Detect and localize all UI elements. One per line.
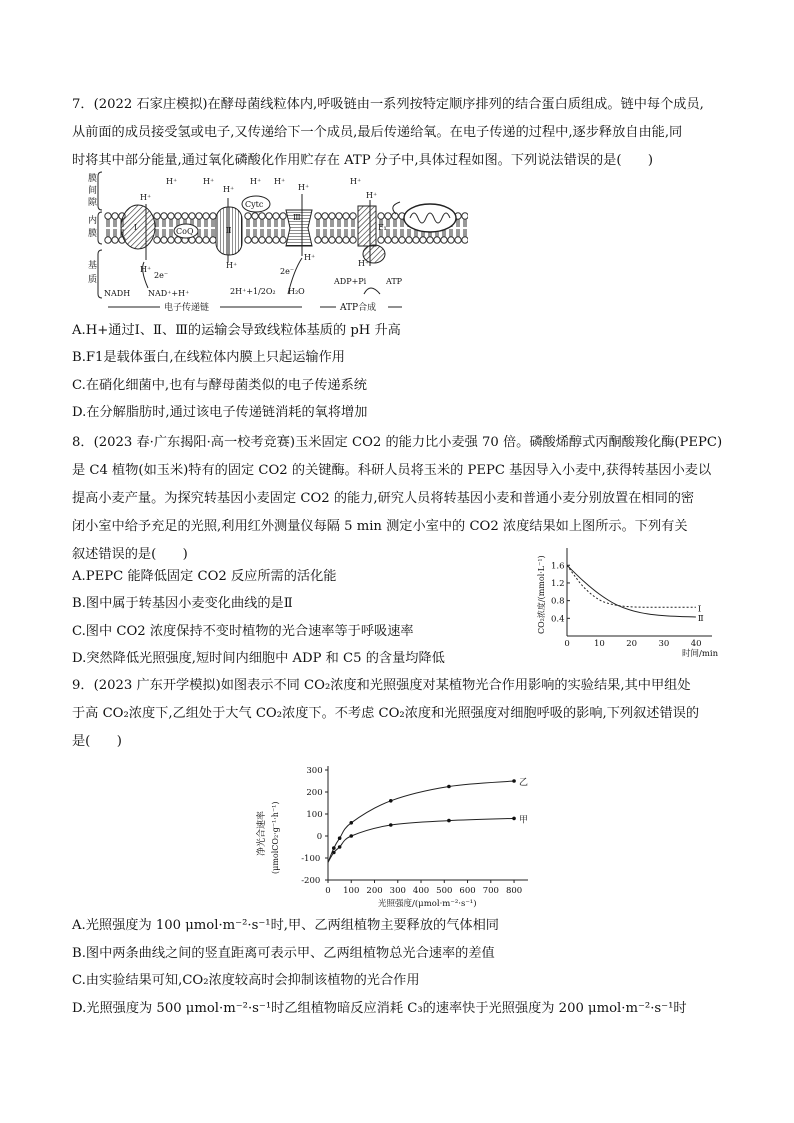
region-label: 隙	[88, 198, 98, 208]
lipid-head	[336, 237, 342, 243]
region-label: 内	[88, 216, 98, 226]
proton-label: H⁺	[358, 259, 370, 268]
question-7-option-a: A.H+通过Ⅰ、Ⅱ、Ⅲ的运输会导致线粒体基质的 pH 升高	[72, 323, 401, 338]
series-label: Ⅰ	[697, 604, 702, 615]
question-text-line: 是 C4 植物(如玉米)特有的固定 CO2 的关键酶。科研人员将玉米的 PEPC 基因导入小麦中,获得转基因小麦以	[72, 463, 712, 478]
caption-etc: 电子传递链	[164, 303, 210, 313]
lipid-head	[378, 237, 384, 243]
lipid-head	[434, 237, 440, 243]
electron-label: 2e⁻	[280, 267, 295, 276]
caption-atp: ATP合成	[340, 303, 377, 313]
y-tick-label: 0.8	[551, 596, 565, 607]
lipid-head	[203, 237, 209, 243]
lipid-head	[343, 213, 349, 219]
lipid-head	[196, 237, 202, 243]
electron-label: 2e⁻	[154, 271, 169, 280]
complex-ii-label: Ⅱ	[226, 226, 232, 235]
lipid-head	[196, 213, 202, 219]
lipid-head	[210, 237, 216, 243]
lipid-head	[322, 237, 328, 243]
lipid-head	[154, 237, 160, 243]
question-9-option-b: B.图中两条曲线之间的竖直距离可表示甲、乙两组植物总光合速率的差值	[72, 946, 495, 961]
region-label: 质	[88, 275, 98, 285]
lipid-head	[385, 213, 391, 219]
lipid-head	[455, 237, 461, 243]
data-point	[349, 834, 353, 838]
x-tick-label: 100	[343, 886, 360, 896]
series-label: Ⅱ	[697, 613, 704, 624]
lipid-head	[266, 237, 272, 243]
y-tick-label: 0	[316, 832, 323, 842]
x-tick-label: 40	[690, 639, 702, 649]
lipid-head	[273, 237, 279, 243]
question-9-stem	[72, 672, 732, 756]
question-8-option-d: D.突然降低光照强度,短时间内细胞中 ADP 和 C5 的含量均降低	[72, 651, 445, 666]
y-axis-label: CO₂浓度/(mmol·L⁻¹)	[537, 555, 546, 634]
proton-label: H⁺	[250, 177, 262, 186]
y-axis-label: 净光合速率	[257, 810, 267, 856]
lipid-head	[329, 213, 335, 219]
proton-label: H⁺	[298, 183, 310, 192]
lipid-head	[245, 237, 251, 243]
x-tick-label: 600	[459, 886, 476, 896]
y-axis-label: (μmolCO₂·g⁻¹·h⁻¹)	[271, 801, 280, 874]
data-point	[349, 821, 353, 825]
proton-label: H⁺	[226, 261, 238, 270]
proton-label: H⁺	[166, 177, 178, 186]
y-tick-label: 0.4	[551, 614, 565, 625]
arrow	[393, 202, 400, 214]
lipid-head	[441, 237, 447, 243]
coq-label: CoQ	[176, 227, 194, 236]
lipid-head	[168, 237, 174, 243]
lipid-head	[161, 237, 167, 243]
lipid-head	[154, 213, 160, 219]
complex-iii-label: Ⅲ	[293, 213, 301, 222]
question-text-line: 是( )	[72, 734, 122, 749]
region-label: 膜	[88, 174, 98, 184]
x-tick-label: 500	[436, 886, 453, 896]
lipid-head	[448, 237, 454, 243]
series-label: 甲	[519, 815, 529, 826]
question-text-line: 闭小室中给予充足的光照,利用红外测量仪每隔 5 min 测定小室中的 CO2 浓度结果如上图所示。下列有关	[72, 519, 688, 534]
lipid-head	[175, 213, 181, 219]
mitochondrion-icon	[404, 204, 456, 232]
lipid-head	[259, 237, 265, 243]
x-tick-label: 200	[366, 886, 383, 896]
series-line-2	[567, 565, 696, 617]
y-tick-label: 100	[306, 810, 323, 820]
lipid-head	[336, 213, 342, 219]
lipid-head	[280, 237, 286, 243]
proton-label: H⁺	[140, 265, 152, 274]
y-tick-label: 200	[306, 788, 323, 798]
lipid-head	[350, 237, 356, 243]
lipid-head	[392, 237, 398, 243]
question-text-line: 时将其中部分能量,通过氧化磷酸化作用贮存在 ATP 分子中,具体过程如图。下列说法错误的是( )	[72, 153, 654, 168]
lipid-head	[273, 213, 279, 219]
proton-label: H⁺	[274, 177, 286, 186]
data-point	[338, 836, 342, 840]
y-tick-label: -200	[301, 876, 321, 886]
question-text-line: 7．(2022 石家庄模拟)在酵母菌线粒体内,呼吸链由一系列按特定顺序排列的结合蛋白质组成。链中每个成员,	[72, 97, 704, 112]
lipid-head	[182, 213, 188, 219]
question-text-line: 叙述错误的是( )	[72, 547, 188, 562]
lipid-head	[210, 213, 216, 219]
co2-concentration-chart	[532, 542, 722, 664]
reaction-label: 2H⁺+1/2O₂	[230, 287, 276, 296]
bracket	[98, 250, 102, 298]
y-tick-label: 1.6	[551, 561, 565, 572]
lipid-head	[399, 237, 405, 243]
question-7-option-c: C.在硝化细菌中,也有与酵母菌类似的电子传递系统	[72, 378, 367, 393]
nadh-label: NADH	[104, 289, 131, 298]
lipid-head	[392, 213, 398, 219]
lipid-head	[280, 213, 286, 219]
x-tick-label: 20	[626, 639, 638, 649]
lipid-head	[413, 237, 419, 243]
question-text-line: 从前面的成员接受氢或电子,又传递给下一个成员,最后传递给氧。在电子传递的过程中,逐步释放自由能,同	[72, 125, 683, 140]
question-text-line: 于高 CO₂浓度下,乙组处于大气 CO₂浓度下。不考虑 CO₂浓度和光照强度对细胞呼吸的影响,下列叙述错误的	[72, 706, 700, 721]
proton-label: H⁺	[223, 185, 235, 194]
water-label: H₂O	[288, 287, 305, 296]
lipid-head	[427, 237, 433, 243]
lipid-head	[245, 213, 251, 219]
lipid-head	[259, 213, 265, 219]
x-tick-label: 800	[505, 886, 523, 896]
lipid-head	[112, 237, 118, 243]
data-point	[338, 845, 342, 849]
nad-label: NAD⁺+H⁺	[148, 289, 190, 298]
data-point	[512, 779, 516, 783]
x-axis-label: 时间/min	[682, 649, 719, 659]
lipid-head	[378, 213, 384, 219]
lipid-head	[343, 237, 349, 243]
question-8-option-c: C.图中 CO2 浓度保持不变时植物的光合速率等于呼吸速率	[72, 624, 414, 639]
lipid-head	[252, 237, 258, 243]
lipid-head	[168, 213, 174, 219]
x-tick-label: 300	[389, 886, 406, 896]
electron-transport-diagram	[88, 170, 468, 315]
series-line-2	[328, 818, 514, 862]
lipid-head	[315, 213, 321, 219]
f0-subunit	[358, 206, 376, 246]
lipid-head	[350, 213, 356, 219]
lipid-head	[112, 213, 118, 219]
x-axis-label: 光照强度/(μmol·m⁻²·s⁻¹)	[378, 899, 477, 909]
question-7-option-b: B.F1是载体蛋白,在线粒体内膜上只起运输作用	[72, 350, 345, 365]
x-tick-label: 30	[658, 639, 670, 649]
data-point	[447, 785, 451, 789]
x-tick-label: 400	[412, 886, 430, 896]
lipid-head	[203, 213, 209, 219]
lipid-head	[161, 213, 167, 219]
lipid-head	[322, 213, 328, 219]
question-9-option-a: A.光照强度为 100 μmol·m⁻²·s⁻¹时,甲、乙两组植物主要释放的气体相同	[72, 918, 499, 933]
proton-label: H⁺	[366, 191, 378, 200]
lipid-head	[266, 213, 272, 219]
y-tick-label: -100	[301, 854, 321, 864]
region-label: 基	[88, 261, 98, 271]
lipid-head	[462, 213, 468, 219]
proton-label: H⁺	[304, 253, 316, 262]
f1-label: F₁	[378, 223, 387, 232]
data-point	[332, 851, 336, 855]
x-tick-label: 700	[482, 886, 499, 896]
y-tick-label: 300	[306, 766, 323, 776]
proton-label: H⁺	[140, 193, 152, 202]
region-label: 膜	[88, 229, 98, 239]
bracket	[98, 172, 102, 210]
region-label: 间	[88, 186, 98, 196]
data-point	[332, 846, 336, 850]
adp-label: ADP+Pi	[334, 277, 367, 286]
question-text-line: 提高小麦产量。为探究转基因小麦固定 CO2 的能力,研究人员将转基因小麦和普通小麦分别放置在相同的密	[72, 491, 695, 506]
complex-i-label: Ⅰ	[134, 223, 138, 232]
series-line-1	[567, 565, 696, 607]
lipid-head	[189, 213, 195, 219]
data-point	[512, 817, 516, 821]
lipid-head	[105, 237, 111, 243]
lipid-head	[406, 237, 412, 243]
lipid-head	[252, 213, 258, 219]
question-7-stem	[72, 91, 732, 175]
lipid-head	[462, 237, 468, 243]
bracket	[98, 212, 102, 244]
question-8-option-a: A.PEPC 能降低固定 CO2 反应所需的活化能	[72, 569, 337, 584]
lipid-head	[329, 237, 335, 243]
question-7-option-d: D.在分解脂肪时,通过该电子传递链消耗的氧将增加	[72, 405, 368, 420]
question-8-option-b: B.图中属于转基因小麦变化曲线的是Ⅱ	[72, 596, 293, 611]
net-photosynthesis-chart	[250, 758, 560, 910]
proton-label: H⁺	[203, 177, 215, 186]
cytc-label: Cytc	[245, 200, 264, 209]
lipid-head	[420, 237, 426, 243]
x-tick-label: 0	[325, 886, 331, 896]
question-9-option-c: C.由实验结果可知,CO₂浓度较高时会抑制该植物的光合作用	[72, 973, 420, 988]
complex-i	[121, 205, 155, 249]
atp-label: ATP	[386, 277, 403, 286]
lipid-head	[175, 237, 181, 243]
lipid-head	[105, 213, 111, 219]
y-tick-label: 1.2	[551, 578, 565, 589]
lipid-head	[315, 237, 321, 243]
lipid-head	[385, 237, 391, 243]
proton-label: H⁺	[350, 177, 362, 186]
x-tick-label: 10	[594, 639, 605, 649]
question-text-line: 9．(2023 广东开学模拟)如图表示不同 CO₂浓度和光照强度对某植物光合作用影响的实验结果,其中甲组处	[72, 678, 691, 693]
x-tick-label: 0	[564, 639, 570, 649]
question-text-line: 8．(2023 春·广东揭阳·高一校考竞赛)玉米固定 CO2 的能力比小麦强 70 倍。磷酸烯醇式丙酮酸羧化酶(PEPC)	[72, 435, 723, 450]
series-label: 乙	[519, 778, 529, 788]
data-point	[389, 799, 393, 803]
question-9-option-d: D.光照强度为 500 μmol·m⁻²·s⁻¹时乙组植物暗反应消耗 C₃的速率快于光照强度为 200 μmol·m⁻²·s⁻¹时	[72, 1001, 687, 1016]
data-point	[389, 823, 393, 827]
data-point	[447, 819, 451, 823]
